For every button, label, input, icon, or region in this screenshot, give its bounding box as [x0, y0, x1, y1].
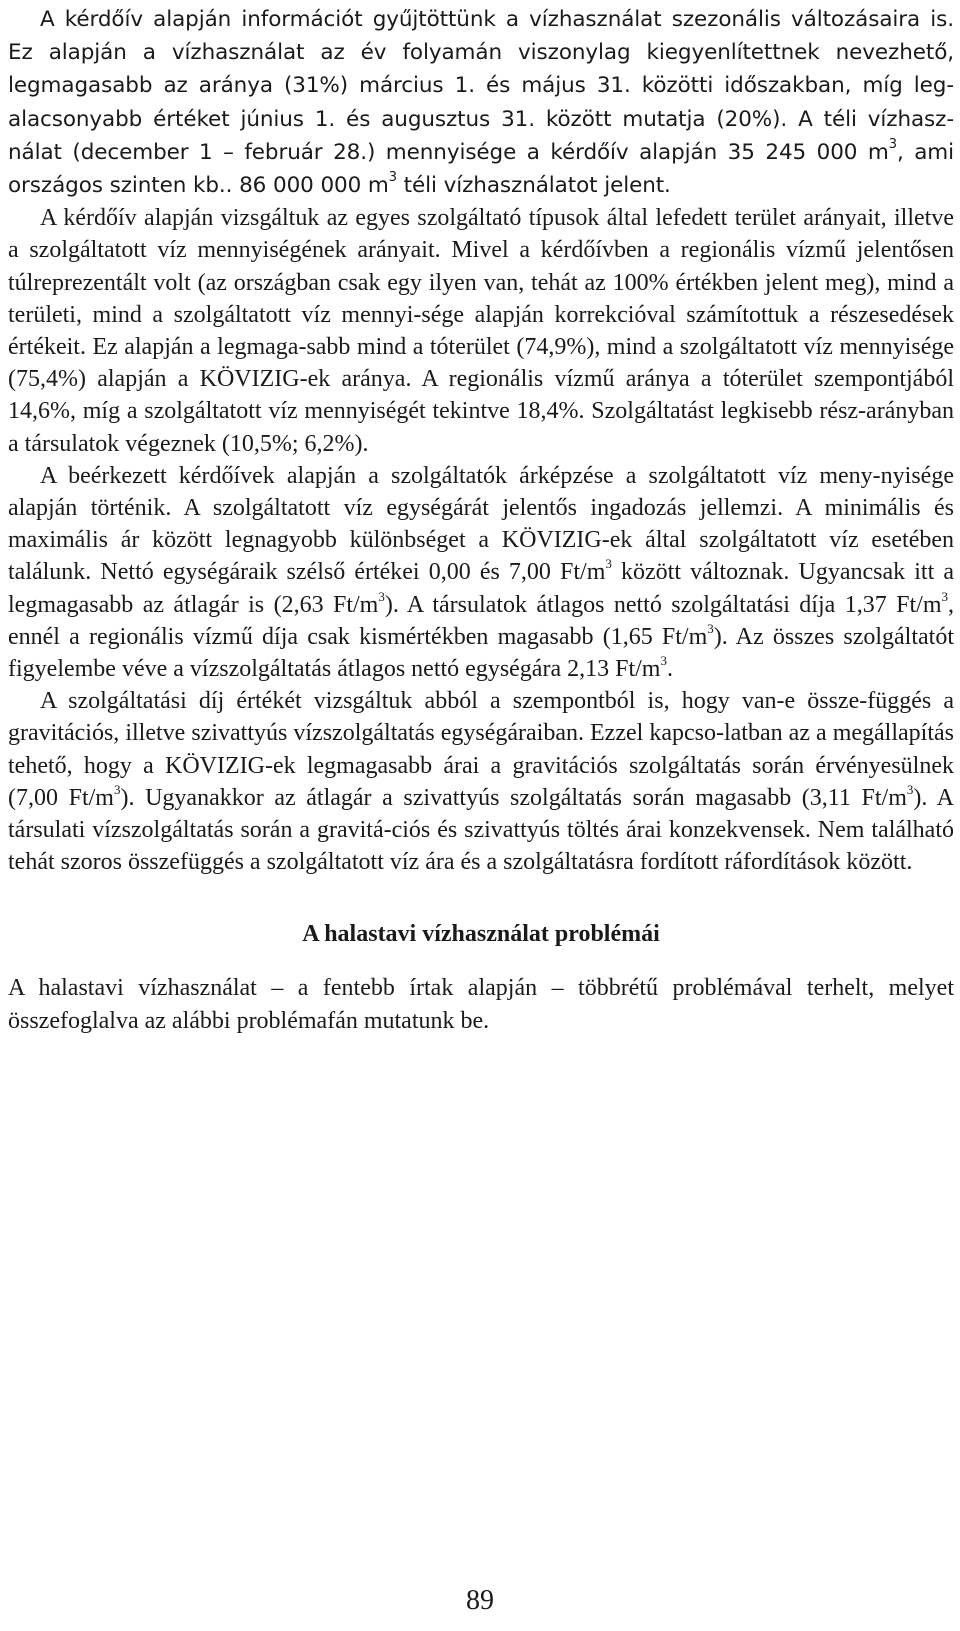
superscript-3: 3: [378, 588, 385, 604]
page-number: 89: [466, 1585, 494, 1616]
superscript-3: 3: [707, 620, 714, 636]
segment: A kérdőív alapján információt gyűjtöttünk a vízhasználat szezonális változásaira is. Ez alapján a vízhasználat az év folyamán viszonylag kiegyenlítettnek nevezhető, legmagasabb az aránya (31%) március 1. és május 31. közötti időszakban, míg leg-alacsonyabb értéket június 1. és augusztus 31. között mutatja (20%). A téli vízhasz-nálat (december 1 – február 28.) mennyisége a kérdőív alapján 35 245 000 m: [8, 7, 954, 165]
section-heading: A halastavi vízhasználat problémái: [302, 921, 660, 948]
segment: .: [666, 656, 673, 683]
segment: ). A társulati vízszolgáltatás során a gravitá-ciós és szivattyús töltés árai konzekvensek. Nem található tehát szoros összefüggés a szolgáltatott víz ára és a szolgáltatásra fordított ráfordítások között.: [8, 784, 955, 876]
superscript-3: 3: [113, 781, 121, 797]
segment: ). A társulatok átlagos nettó szolgáltatási díja 1,37 Ft/m: [384, 591, 942, 618]
superscript-3: 3: [906, 781, 914, 797]
document-page: [8, 0, 954, 1037]
paragraph-gravity-vs-pump: [8, 685, 954, 878]
segment: ). Ugyanakkor az átlagár a szivattyús szolgáltatás során magasabb (3,11 Ft/m: [120, 784, 907, 811]
superscript-3: 3: [888, 136, 897, 152]
segment: ). Az összes szolgáltatót figyelembe véve a vízszolgáltatás átlagos nettó egységára 2,13 Ft/m: [8, 623, 954, 683]
segment: A kérdőív alapján vizsgáltuk az egyes szolgáltató típusok által lefedett terület arányait, illetve a szolgáltatott víz mennyiségének arányait. Mivel a kérdőívben a regionális vízmű jelentősen túlreprezentált volt (az országban csak egy ilyen van, tehát az 100% értékben jelent meg), mind a területi, mind a szolgáltatott víz mennyi-sége alapján korrekcióval számítottuk a részesedések értékeit. Ez alapján a legmaga-sabb mind a tóterület (74,9%), mind a szolgáltatott víz mennyisége (75,4%) alapján a KÖVIZIG-ek aránya. A regionális vízmű aránya a tóterület szempontjából 14,6%, míg a szolgáltatott víz mennyiségét tekintve 18,4%. Szolgáltatást legkisebb rész-arányban a társulatok végeznek (10,5%; 6,2%).: [8, 205, 954, 457]
segment: A szolgáltatási díj értékét vizsgáltuk abból a szempontból is, hogy van-e össze-függés a gravitációs, illetve szivattyús vízszolgáltatás egységáraiban. Ezzel kapcso-latban az a megállapítás tehető, hogy a KÖVIZIG-ek legmagasabb árai a gravitációs szolgáltatás során érvényesülnek (7,00 Ft/m: [8, 688, 954, 811]
superscript-3: 3: [941, 588, 948, 604]
paragraph-provider-types: [8, 202, 954, 460]
segment: között változnak. Ugyancsak itt a legmagasabb az átlagár is (2,63 Ft/m: [8, 559, 954, 618]
segment: , ennél a regionális vízmű díja csak kismértékben magasabb (1,65 Ft/m: [8, 591, 954, 650]
segment: téli vízhasználatot jelent.: [396, 173, 671, 199]
segment: , ami országos szinten kb.. 86 000 000 m: [8, 139, 955, 199]
seasonal-text: [8, 7, 954, 198]
paragraph-closing: A halastavi vízhasználat – a fentebb írtak alapján – többrétű problémával terhelt, melyet összefoglalva az alábbi problémafán mutatunk be.: [8, 975, 954, 1034]
segment: A beérkezett kérdőívek alapján a szolgáltatók árképzése a szolgáltatott víz meny-nyisége alapján történik. A szolgáltatott víz egységárát jelentős ingadozás jellemzi. A minimális és maximális ár között legnagyobb különbséget a KÖVIZIG-ek által szolgáltatott víz esetében találunk. Nettó egységáraik szélső értékei 0,00 és 7,00 Ft/m: [8, 462, 954, 586]
superscript-3: 3: [605, 556, 612, 572]
superscript-3: 3: [388, 170, 397, 186]
superscript-3: 3: [660, 653, 667, 669]
paragraph-seasonal-water-use: [8, 3, 954, 202]
paragraph-pricing: [8, 460, 954, 685]
